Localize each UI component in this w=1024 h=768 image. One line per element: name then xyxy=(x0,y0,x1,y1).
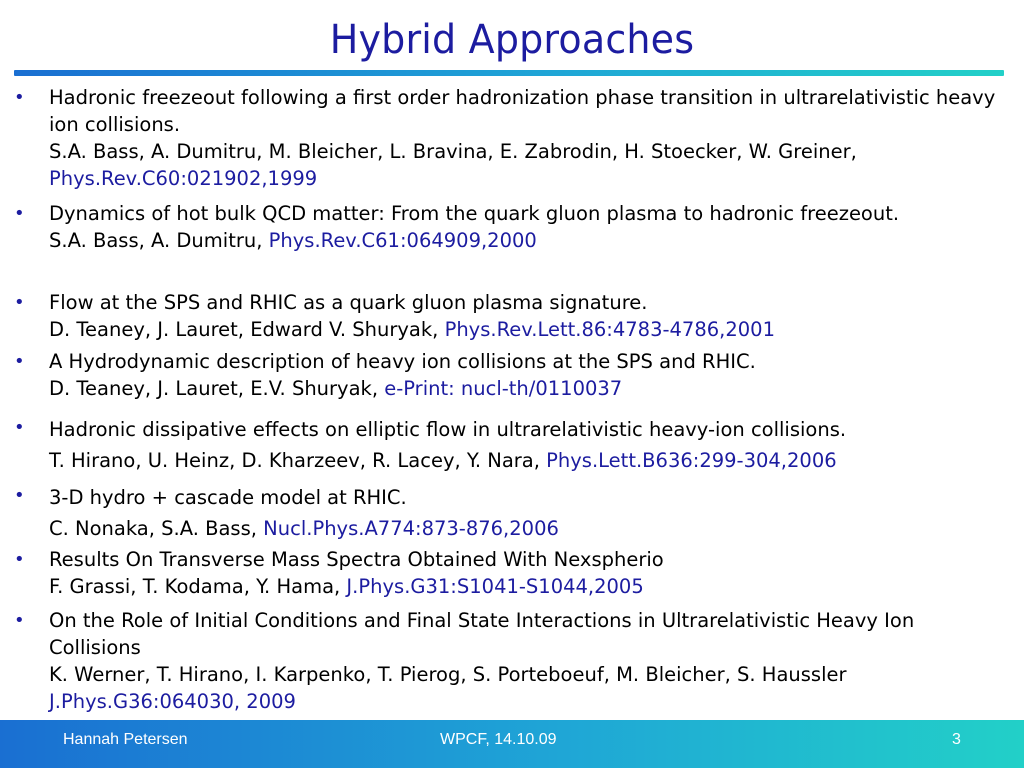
bullet-icon: • xyxy=(14,485,25,506)
reference-title: Dynamics of hot bulk QCD matter: From the quark gluon plasma to hadronic freezeout. xyxy=(49,202,900,225)
reference-citation: Phys.Rev.Lett.86:4783-4786,2001 xyxy=(444,318,775,341)
slide-title: Hybrid Approaches xyxy=(329,17,695,63)
reference-authors-line xyxy=(49,573,1024,600)
reference-authors: S.A. Bass, A. Dumitru, M. Bleicher, L. Bravina, E. Zabrodin, H. Stoecker, W. Greiner, xyxy=(49,140,857,163)
reference-title: On the Role of Initial Conditions and Final State Interactions in Ultrarelativistic Heavy Ion Collisions xyxy=(49,609,915,659)
bullet-icon: • xyxy=(14,549,25,570)
title-underline xyxy=(14,70,1004,76)
reference-title: Results On Transverse Mass Spectra Obtained With Nexspherio xyxy=(49,548,664,571)
reference-authors-line xyxy=(49,445,1024,476)
footer-page-number: 3 xyxy=(952,731,961,748)
footer-event: WPCF, 14.10.09 xyxy=(440,731,557,748)
reference-citation: Nucl.Phys.A774:873-876,2006 xyxy=(263,517,559,540)
reference-citation: Phys.Lett.B636:299-304,2006 xyxy=(546,449,837,472)
bullet-icon: • xyxy=(14,87,25,108)
reference-citation: J.Phys.G31:S1041-S1044,2005 xyxy=(346,575,644,598)
bullet-icon: • xyxy=(14,417,25,438)
reference-citation: Phys.Rev.C60:021902,1999 xyxy=(49,167,318,190)
reference-authors-line xyxy=(49,316,1024,343)
reference-authors: F. Grassi, T. Kodama, Y. Hama, xyxy=(49,575,347,598)
reference-authors-line xyxy=(49,513,1024,544)
reference-citation: e-Print: nucl-th/0110037 xyxy=(384,377,623,400)
reference-authors: S.A. Bass, A. Dumitru, xyxy=(49,229,269,252)
reference-authors: K. Werner, T. Hirano, I. Karpenko, T. Pierog, S. Porteboeuf, M. Bleicher, S. Haussler xyxy=(49,663,847,686)
bullet-icon: • xyxy=(14,292,25,313)
reference-title: Flow at the SPS and RHIC as a quark gluon plasma signature. xyxy=(49,291,648,314)
slide-footer xyxy=(0,720,1024,768)
reference-title: Hadronic dissipative effects on elliptic flow in ultrarelativistic heavy-ion collisions. xyxy=(49,418,847,441)
reference-citation: J.Phys.G36:064030, 2009 xyxy=(49,690,296,713)
reference-authors-line xyxy=(49,375,1024,402)
reference-authors-line xyxy=(49,227,1024,254)
reference-title: Hadronic freezeout following a first order hadronization phase transition in ultrarelativistic heavy ion collisions. xyxy=(49,86,996,136)
reference-authors: C. Nonaka, S.A. Bass, xyxy=(49,517,264,540)
reference-authors: T. Hirano, U. Heinz, D. Kharzeev, R. Lacey, Y. Nara, xyxy=(49,449,547,472)
bullet-icon: • xyxy=(14,351,25,372)
reference-citation: Phys.Rev.C61:064909,2000 xyxy=(268,229,537,252)
footer-presenter: Hannah Petersen xyxy=(63,731,188,748)
reference-title: A Hydrodynamic description of heavy ion collisions at the SPS and RHIC. xyxy=(49,350,756,373)
reference-authors: D. Teaney, J. Lauret, Edward V. Shuryak, xyxy=(49,318,445,341)
reference-title: 3-D hydro + cascade model at RHIC. xyxy=(49,486,407,509)
bullet-icon: • xyxy=(14,203,25,224)
bullet-icon: • xyxy=(14,610,25,631)
reference-authors: D. Teaney, J. Lauret, E.V. Shuryak, xyxy=(49,377,385,400)
